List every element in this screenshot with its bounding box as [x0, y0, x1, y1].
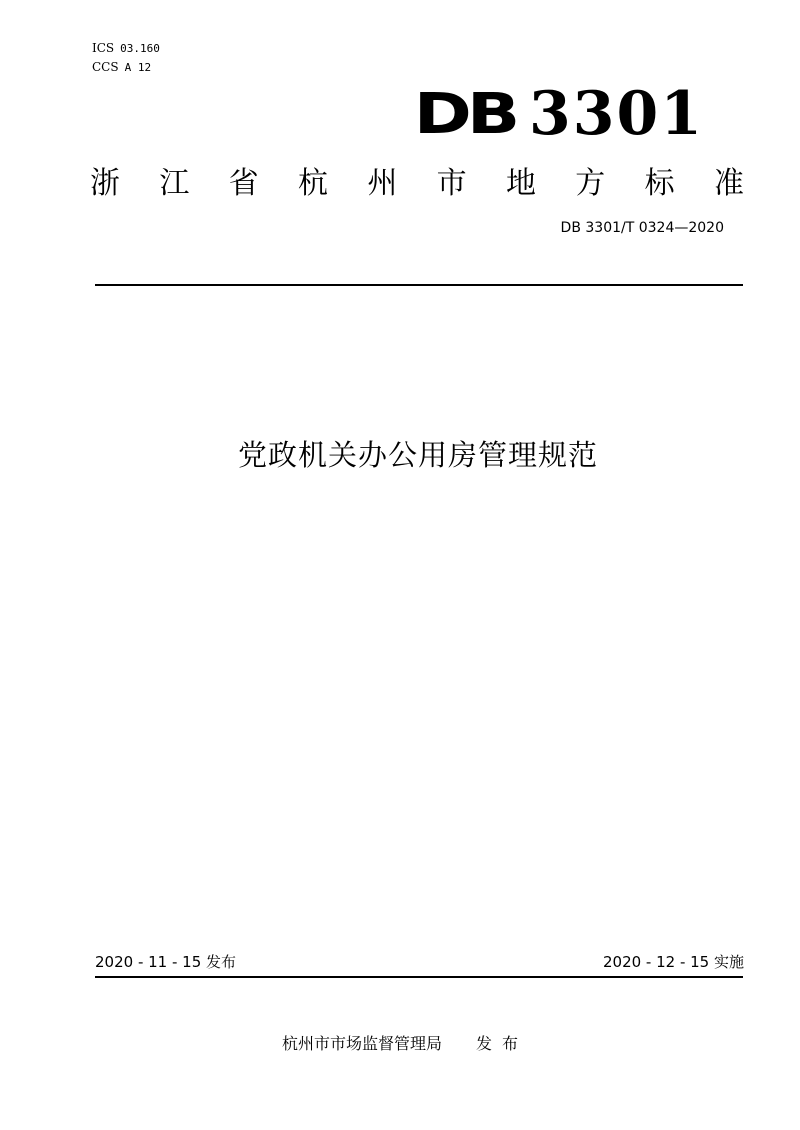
standard-category-char: 方 — [575, 166, 606, 201]
standard-category-char: 江 — [159, 166, 190, 201]
standard-category-char: 标 — [644, 166, 675, 201]
publisher-organization: 杭州市市场监督管理局 — [281, 1034, 442, 1053]
db-logo-mark: DB — [413, 81, 515, 147]
ics-code: 03.160 — [120, 42, 160, 55]
standard-category-char: 市 — [436, 166, 467, 201]
standard-category-char: 杭 — [297, 166, 328, 201]
ics-label: ICS — [92, 41, 115, 55]
document-title: 党政机关办公用房管理规范 — [237, 438, 598, 472]
publisher-action: 发布 — [476, 1034, 529, 1053]
header-divider — [95, 284, 743, 286]
db-logo-number: 3301 — [529, 79, 704, 149]
standard-number: DB 3301/T 0324—2020 — [560, 220, 724, 236]
publish-date: 2020 - 11 - 15 发布 — [95, 953, 237, 971]
standard-category-title — [90, 164, 744, 204]
standard-category-char: 浙 — [90, 166, 120, 201]
db-standard-logo — [413, 79, 704, 149]
standard-category-char: 准 — [713, 166, 744, 201]
footer-divider — [95, 976, 743, 978]
ics-classification — [92, 40, 160, 57]
implement-date: 2020 - 12 - 15 实施 — [602, 953, 744, 971]
standard-category-char: 地 — [505, 166, 536, 201]
publisher-line — [0, 1032, 800, 1056]
standard-category-char: 省 — [228, 166, 259, 201]
standard-category-char: 州 — [367, 166, 398, 201]
ccs-code: A 12 — [124, 61, 152, 74]
ccs-label: CCS — [92, 60, 119, 74]
ccs-classification — [92, 59, 151, 76]
